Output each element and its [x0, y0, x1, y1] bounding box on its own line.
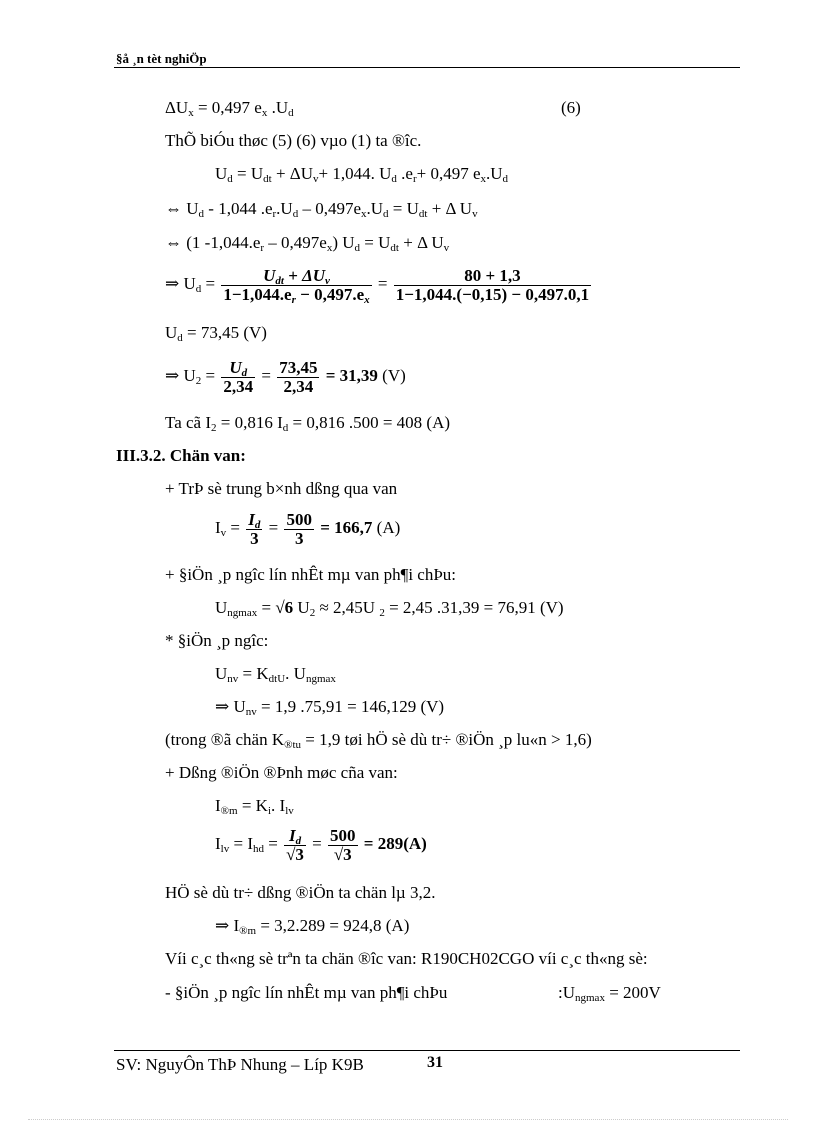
- section-heading: III.3.2. Chän van:: [116, 446, 246, 465]
- equivalence-1: ⇔ $U_d - 1,044$ $.e_r.U_d - 0,497e_x.U_d = U_{dt} + \Delta$ $U_v$: [165, 199, 478, 220]
- taco-line: Ta cã $I_2 = 0,816$ $I_d = 0,816$ .500 = 408 (A): [165, 413, 451, 434]
- idm-result: ⇒ $I_{®m} = 3,2.289 = 924,8$ (A): [215, 916, 410, 937]
- last-line: - §iÖn ¸p ngîc lín nhÊt mµ van ph¶i chÞu: [165, 983, 448, 1002]
- trong-line: (trong ®ã chän $K_{®tu} = 1,9$ tøi hÖ sè dù tr÷ ®iÖn ¸p lu«n > 1,6): [165, 730, 592, 751]
- fraction-symbolic: $\frac{U_{dt} + \Delta U_v}{1-1,044.e_r - 0,497.e_x}$: [223, 265, 370, 306]
- text-line: + Dßng ®iÖn ®Þnh møc cña van:: [165, 763, 398, 782]
- ud-result: $U_d = 73,45$ (V): [165, 323, 267, 344]
- footer-rule: [114, 1050, 740, 1051]
- idm-equation: $I_{®m} = K_i$. $I_{lv}$: [215, 796, 294, 817]
- page-edge-dotted: [28, 1119, 788, 1120]
- u2-equation: ⇒ $U_2$ = $\frac{U_d}{2,34}$ = $\frac{73,45}{2,34}$ = 31,39 (V): [165, 357, 406, 396]
- page-header: §å ¸n tèt nghiÖp: [116, 51, 207, 66]
- unv-equation: $U_{nv} = K_{dtU}$. $U_{ngmax}$: [215, 664, 336, 685]
- iv-equation: $I_v$ = $\frac{I_d}{3}$ = $\frac{500}{3}$ = 166,7 (A): [215, 509, 401, 548]
- last-line-value: $:U_{ngmax} = 200V$: [558, 983, 661, 1004]
- text-line: * §iÖn ¸p ngîc:: [165, 631, 269, 650]
- text-line: + §iÖn ¸p ngîc lín nhÊt mµ van ph¶i chÞu:: [165, 565, 457, 584]
- ud-fraction-equation: ⇒ $U_d$ = $\frac{U_{dt} + \Delta U_v}{1-1,044.e_r - 0,497.e_x}$ = $\frac{80 + 1,3}{1-1,044.(-0,15) - 0,497.0,1}$: [165, 265, 590, 306]
- text-line: HÖ sè dù tr÷ dßng ®iÖn ta chän lµ 3,2.: [165, 883, 436, 902]
- fraction-numeric: $\frac{80 + 1,3}{1-1,044.(-0,15) - 0,497.0,1}$: [395, 265, 590, 304]
- page-number: 31: [427, 1054, 443, 1071]
- page-footer: SV: NguyÔn ThÞ Nhung – Líp K9B: [116, 1055, 364, 1074]
- text-line: ThÕ biÓu thøc (5) (6) vµo (1) ta ®îc.: [165, 131, 422, 150]
- ungmax-equation: $U_{ngmax} = √6$ $U_2 \approx 2,45U$ $_2$ = 2,45 .31,39 = 76,91 (V): [215, 598, 564, 619]
- equivalence-2: ⇔ (1 $-1,044.e_r - 0,497e_x$) $U_d = U_{dt} + \Delta$ $U_v$: [165, 233, 450, 254]
- unv-result: ⇒ $U_{nv} = 1,9$ .75,91 = 146,129 (V): [215, 697, 445, 718]
- ud-formula: $U_d = U_{dt} + \Delta U_v+ 1,044$. $U_d$ $.e_r+ 0,497$ $e_x.U_d$: [215, 164, 509, 185]
- text-line: Víi c¸c th«ng sè trªn ta chän ®îc van: R190CH02CGO víi c¸c th«ng sè:: [165, 949, 648, 968]
- equation-label: (6): [561, 98, 581, 117]
- text-line: + TrÞ sè trung b×nh dßng qua van: [165, 479, 398, 498]
- header-rule: [114, 67, 740, 68]
- ilv-equation: $I_{lv} = I_{hd}$ = $\frac{I_d}{√3}$ = $\frac{500}{√3}$ = 289(A): [215, 825, 427, 864]
- equation-6: $\Delta U_x = 0,497$ $e_x$ $.U_d$: [165, 98, 294, 119]
